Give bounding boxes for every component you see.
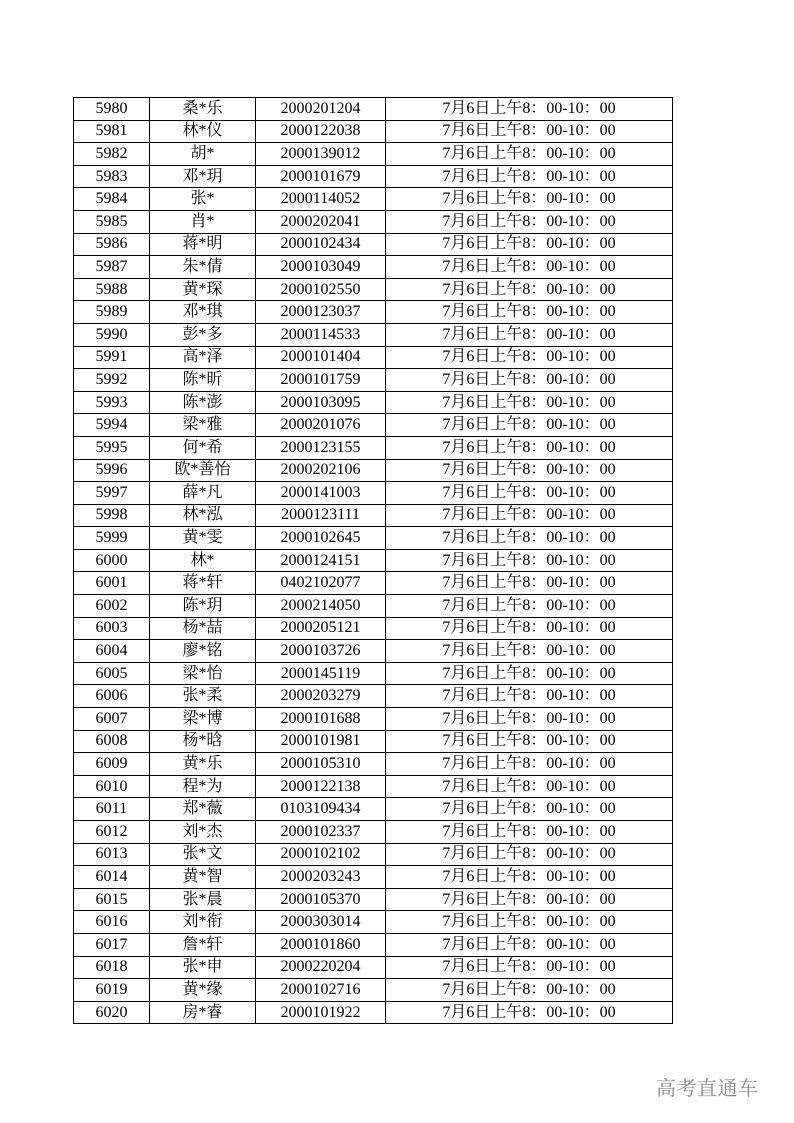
name-cell: 张* bbox=[150, 188, 256, 211]
student-id-cell: 0402102077 bbox=[256, 572, 386, 595]
student-id-cell: 2000101922 bbox=[256, 1001, 386, 1024]
student-id-cell: 2000102434 bbox=[256, 233, 386, 256]
exam-time-cell: 7月6日上午8：00-10：00 bbox=[386, 933, 673, 956]
student-id-cell: 2000102716 bbox=[256, 979, 386, 1002]
name-cell: 邓*琪 bbox=[150, 301, 256, 324]
row-number-cell: 6010 bbox=[74, 775, 150, 798]
name-cell: 梁*雅 bbox=[150, 414, 256, 437]
exam-time-cell: 7月6日上午8：00-10：00 bbox=[386, 120, 673, 143]
row-number-cell: 6001 bbox=[74, 572, 150, 595]
name-cell: 刘*杰 bbox=[150, 821, 256, 844]
row-number-cell: 5991 bbox=[74, 346, 150, 369]
exam-time-cell: 7月6日上午8：00-10：00 bbox=[386, 843, 673, 866]
exam-time-cell: 7月6日上午8：00-10：00 bbox=[386, 775, 673, 798]
table-row bbox=[74, 979, 673, 1002]
name-cell: 张*文 bbox=[150, 843, 256, 866]
exam-time-cell: 7月6日上午8：00-10：00 bbox=[386, 459, 673, 482]
exam-time-cell: 7月6日上午8：00-10：00 bbox=[386, 730, 673, 753]
table-row bbox=[74, 821, 673, 844]
row-number-cell: 6016 bbox=[74, 911, 150, 934]
name-cell: 程*为 bbox=[150, 775, 256, 798]
name-cell: 黄*雯 bbox=[150, 527, 256, 550]
exam-time-cell: 7月6日上午8：00-10：00 bbox=[386, 979, 673, 1002]
exam-time-cell: 7月6日上午8：00-10：00 bbox=[386, 482, 673, 505]
table-row bbox=[74, 753, 673, 776]
student-id-cell: 2000102102 bbox=[256, 843, 386, 866]
exam-time-cell: 7月6日上午8：00-10：00 bbox=[386, 210, 673, 233]
student-id-cell: 2000122138 bbox=[256, 775, 386, 798]
student-id-cell: 2000105310 bbox=[256, 753, 386, 776]
exam-time-cell: 7月6日上午8：00-10：00 bbox=[386, 708, 673, 731]
table-row bbox=[74, 662, 673, 685]
student-id-cell: 2000101759 bbox=[256, 369, 386, 392]
name-cell: 张*晨 bbox=[150, 888, 256, 911]
student-id-cell: 2000139012 bbox=[256, 143, 386, 166]
name-cell: 林*泓 bbox=[150, 504, 256, 527]
table-row bbox=[74, 595, 673, 618]
exam-time-cell: 7月6日上午8：00-10：00 bbox=[386, 956, 673, 979]
name-cell: 林*仪 bbox=[150, 120, 256, 143]
name-cell: 郑*薇 bbox=[150, 798, 256, 821]
exam-time-cell: 7月6日上午8：00-10：00 bbox=[386, 866, 673, 889]
exam-time-cell: 7月6日上午8：00-10：00 bbox=[386, 369, 673, 392]
row-number-cell: 6012 bbox=[74, 821, 150, 844]
row-number-cell: 5995 bbox=[74, 436, 150, 459]
student-id-cell: 2000205121 bbox=[256, 617, 386, 640]
student-id-cell: 2000101860 bbox=[256, 933, 386, 956]
name-cell: 黄*智 bbox=[150, 866, 256, 889]
name-cell: 黄*琛 bbox=[150, 278, 256, 301]
table-row bbox=[74, 143, 673, 166]
name-cell: 彭*多 bbox=[150, 323, 256, 346]
name-cell: 房*睿 bbox=[150, 1001, 256, 1024]
row-number-cell: 5997 bbox=[74, 482, 150, 505]
student-id-cell: 2000105370 bbox=[256, 888, 386, 911]
name-cell: 杨*晗 bbox=[150, 730, 256, 753]
exam-time-cell: 7月6日上午8：00-10：00 bbox=[386, 301, 673, 324]
student-id-cell: 2000203243 bbox=[256, 866, 386, 889]
name-cell: 薛*凡 bbox=[150, 482, 256, 505]
row-number-cell: 6002 bbox=[74, 595, 150, 618]
row-number-cell: 6013 bbox=[74, 843, 150, 866]
row-number-cell: 5983 bbox=[74, 165, 150, 188]
name-cell: 杨*喆 bbox=[150, 617, 256, 640]
row-number-cell: 5981 bbox=[74, 120, 150, 143]
row-number-cell: 5980 bbox=[74, 98, 150, 121]
table-row bbox=[74, 98, 673, 121]
exam-time-cell: 7月6日上午8：00-10：00 bbox=[386, 572, 673, 595]
table-row bbox=[74, 278, 673, 301]
name-cell: 詹*轩 bbox=[150, 933, 256, 956]
row-number-cell: 6014 bbox=[74, 866, 150, 889]
table-row bbox=[74, 775, 673, 798]
row-number-cell: 6017 bbox=[74, 933, 150, 956]
exam-time-cell: 7月6日上午8：00-10：00 bbox=[386, 346, 673, 369]
exam-time-cell: 7月6日上午8：00-10：00 bbox=[386, 527, 673, 550]
student-id-cell: 2000203279 bbox=[256, 685, 386, 708]
name-cell: 陈*澎 bbox=[150, 391, 256, 414]
name-cell: 梁*博 bbox=[150, 708, 256, 731]
exam-time-cell: 7月6日上午8：00-10：00 bbox=[386, 165, 673, 188]
row-number-cell: 5999 bbox=[74, 527, 150, 550]
student-id-cell: 2000214050 bbox=[256, 595, 386, 618]
exam-time-cell: 7月6日上午8：00-10：00 bbox=[386, 911, 673, 934]
exam-time-cell: 7月6日上午8：00-10：00 bbox=[386, 595, 673, 618]
student-id-cell: 2000123155 bbox=[256, 436, 386, 459]
name-cell: 陈*玥 bbox=[150, 595, 256, 618]
exam-time-cell: 7月6日上午8：00-10：00 bbox=[386, 436, 673, 459]
row-number-cell: 5993 bbox=[74, 391, 150, 414]
table-row bbox=[74, 617, 673, 640]
name-cell: 张*申 bbox=[150, 956, 256, 979]
table-row bbox=[74, 120, 673, 143]
name-cell: 高*泽 bbox=[150, 346, 256, 369]
student-id-cell: 2000123111 bbox=[256, 504, 386, 527]
student-id-cell: 2000122038 bbox=[256, 120, 386, 143]
name-cell: 黄*乐 bbox=[150, 753, 256, 776]
row-number-cell: 6003 bbox=[74, 617, 150, 640]
table-row bbox=[74, 685, 673, 708]
row-number-cell: 5988 bbox=[74, 278, 150, 301]
exam-time-cell: 7月6日上午8：00-10：00 bbox=[386, 798, 673, 821]
table-row bbox=[74, 798, 673, 821]
exam-time-cell: 7月6日上午8：00-10：00 bbox=[386, 98, 673, 121]
row-number-cell: 6007 bbox=[74, 708, 150, 731]
exam-time-cell: 7月6日上午8：00-10：00 bbox=[386, 278, 673, 301]
table-row bbox=[74, 843, 673, 866]
name-cell: 欧*善怡 bbox=[150, 459, 256, 482]
student-id-cell: 2000114052 bbox=[256, 188, 386, 211]
student-id-cell: 2000103726 bbox=[256, 640, 386, 663]
table-row bbox=[74, 956, 673, 979]
student-id-cell: 2000123037 bbox=[256, 301, 386, 324]
exam-time-cell: 7月6日上午8：00-10：00 bbox=[386, 1001, 673, 1024]
student-id-cell: 2000103049 bbox=[256, 256, 386, 279]
student-id-cell: 2000101981 bbox=[256, 730, 386, 753]
name-cell: 何*希 bbox=[150, 436, 256, 459]
exam-time-cell: 7月6日上午8：00-10：00 bbox=[386, 617, 673, 640]
table-row bbox=[74, 866, 673, 889]
table-row bbox=[74, 459, 673, 482]
table-row bbox=[74, 165, 673, 188]
exam-time-cell: 7月6日上午8：00-10：00 bbox=[386, 753, 673, 776]
row-number-cell: 5986 bbox=[74, 233, 150, 256]
exam-time-cell: 7月6日上午8：00-10：00 bbox=[386, 888, 673, 911]
exam-schedule-table bbox=[73, 97, 673, 1024]
student-id-cell: 2000303014 bbox=[256, 911, 386, 934]
table-row bbox=[74, 504, 673, 527]
student-id-cell: 2000202041 bbox=[256, 210, 386, 233]
name-cell: 肖* bbox=[150, 210, 256, 233]
table-row bbox=[74, 391, 673, 414]
student-id-cell: 2000114533 bbox=[256, 323, 386, 346]
exam-time-cell: 7月6日上午8：00-10：00 bbox=[386, 685, 673, 708]
table-row bbox=[74, 572, 673, 595]
student-id-cell: 2000102337 bbox=[256, 821, 386, 844]
table-row bbox=[74, 708, 673, 731]
name-cell: 蒋*轩 bbox=[150, 572, 256, 595]
row-number-cell: 5987 bbox=[74, 256, 150, 279]
student-id-cell: 2000201076 bbox=[256, 414, 386, 437]
row-number-cell: 6009 bbox=[74, 753, 150, 776]
row-number-cell: 5989 bbox=[74, 301, 150, 324]
row-number-cell: 6008 bbox=[74, 730, 150, 753]
row-number-cell: 5990 bbox=[74, 323, 150, 346]
name-cell: 朱*倩 bbox=[150, 256, 256, 279]
row-number-cell: 5998 bbox=[74, 504, 150, 527]
student-id-cell: 2000220204 bbox=[256, 956, 386, 979]
table-row bbox=[74, 482, 673, 505]
name-cell: 刘*衔 bbox=[150, 911, 256, 934]
table-row bbox=[74, 911, 673, 934]
exam-time-cell: 7月6日上午8：00-10：00 bbox=[386, 256, 673, 279]
student-id-cell: 2000101688 bbox=[256, 708, 386, 731]
name-cell: 陈*昕 bbox=[150, 369, 256, 392]
name-cell: 梁*怡 bbox=[150, 662, 256, 685]
exam-time-cell: 7月6日上午8：00-10：00 bbox=[386, 414, 673, 437]
student-id-cell: 2000202106 bbox=[256, 459, 386, 482]
name-cell: 桑*乐 bbox=[150, 98, 256, 121]
row-number-cell: 6018 bbox=[74, 956, 150, 979]
name-cell: 蒋*明 bbox=[150, 233, 256, 256]
exam-time-cell: 7月6日上午8：00-10：00 bbox=[386, 188, 673, 211]
exam-time-cell: 7月6日上午8：00-10：00 bbox=[386, 549, 673, 572]
table-row bbox=[74, 640, 673, 663]
row-number-cell: 6015 bbox=[74, 888, 150, 911]
table-row bbox=[74, 346, 673, 369]
student-id-cell: 2000201204 bbox=[256, 98, 386, 121]
table-row bbox=[74, 888, 673, 911]
student-id-cell: 0103109434 bbox=[256, 798, 386, 821]
row-number-cell: 6000 bbox=[74, 549, 150, 572]
row-number-cell: 5985 bbox=[74, 210, 150, 233]
name-cell: 黄*缘 bbox=[150, 979, 256, 1002]
table-row bbox=[74, 730, 673, 753]
table-row bbox=[74, 233, 673, 256]
table-row bbox=[74, 527, 673, 550]
row-number-cell: 6005 bbox=[74, 662, 150, 685]
row-number-cell: 6011 bbox=[74, 798, 150, 821]
name-cell: 林* bbox=[150, 549, 256, 572]
table-row bbox=[74, 188, 673, 211]
table-row bbox=[74, 369, 673, 392]
table-row bbox=[74, 256, 673, 279]
table-row bbox=[74, 323, 673, 346]
row-number-cell: 5994 bbox=[74, 414, 150, 437]
table-row bbox=[74, 1001, 673, 1024]
row-number-cell: 5984 bbox=[74, 188, 150, 211]
exam-time-cell: 7月6日上午8：00-10：00 bbox=[386, 391, 673, 414]
student-id-cell: 2000145119 bbox=[256, 662, 386, 685]
row-number-cell: 6020 bbox=[74, 1001, 150, 1024]
table-row bbox=[74, 414, 673, 437]
exam-time-cell: 7月6日上午8：00-10：00 bbox=[386, 143, 673, 166]
student-id-cell: 2000141003 bbox=[256, 482, 386, 505]
exam-time-cell: 7月6日上午8：00-10：00 bbox=[386, 504, 673, 527]
row-number-cell: 6004 bbox=[74, 640, 150, 663]
name-cell: 廖*铭 bbox=[150, 640, 256, 663]
exam-time-cell: 7月6日上午8：00-10：00 bbox=[386, 662, 673, 685]
table-row bbox=[74, 549, 673, 572]
student-id-cell: 2000103095 bbox=[256, 391, 386, 414]
exam-time-cell: 7月6日上午8：00-10：00 bbox=[386, 640, 673, 663]
exam-time-cell: 7月6日上午8：00-10：00 bbox=[386, 323, 673, 346]
watermark-text: 高考直通车 bbox=[656, 1076, 759, 1100]
table-body bbox=[74, 98, 673, 1024]
student-id-cell: 2000102645 bbox=[256, 527, 386, 550]
row-number-cell: 5996 bbox=[74, 459, 150, 482]
name-cell: 胡* bbox=[150, 143, 256, 166]
row-number-cell: 5992 bbox=[74, 369, 150, 392]
table-row bbox=[74, 436, 673, 459]
exam-time-cell: 7月6日上午8：00-10：00 bbox=[386, 821, 673, 844]
table-row bbox=[74, 301, 673, 324]
table-row bbox=[74, 210, 673, 233]
row-number-cell: 6019 bbox=[74, 979, 150, 1002]
name-cell: 张*柔 bbox=[150, 685, 256, 708]
student-id-cell: 2000101679 bbox=[256, 165, 386, 188]
row-number-cell: 6006 bbox=[74, 685, 150, 708]
name-cell: 邓*玥 bbox=[150, 165, 256, 188]
row-number-cell: 5982 bbox=[74, 143, 150, 166]
student-id-cell: 2000101404 bbox=[256, 346, 386, 369]
exam-time-cell: 7月6日上午8：00-10：00 bbox=[386, 233, 673, 256]
student-id-cell: 2000102550 bbox=[256, 278, 386, 301]
student-id-cell: 2000124151 bbox=[256, 549, 386, 572]
table-row bbox=[74, 933, 673, 956]
